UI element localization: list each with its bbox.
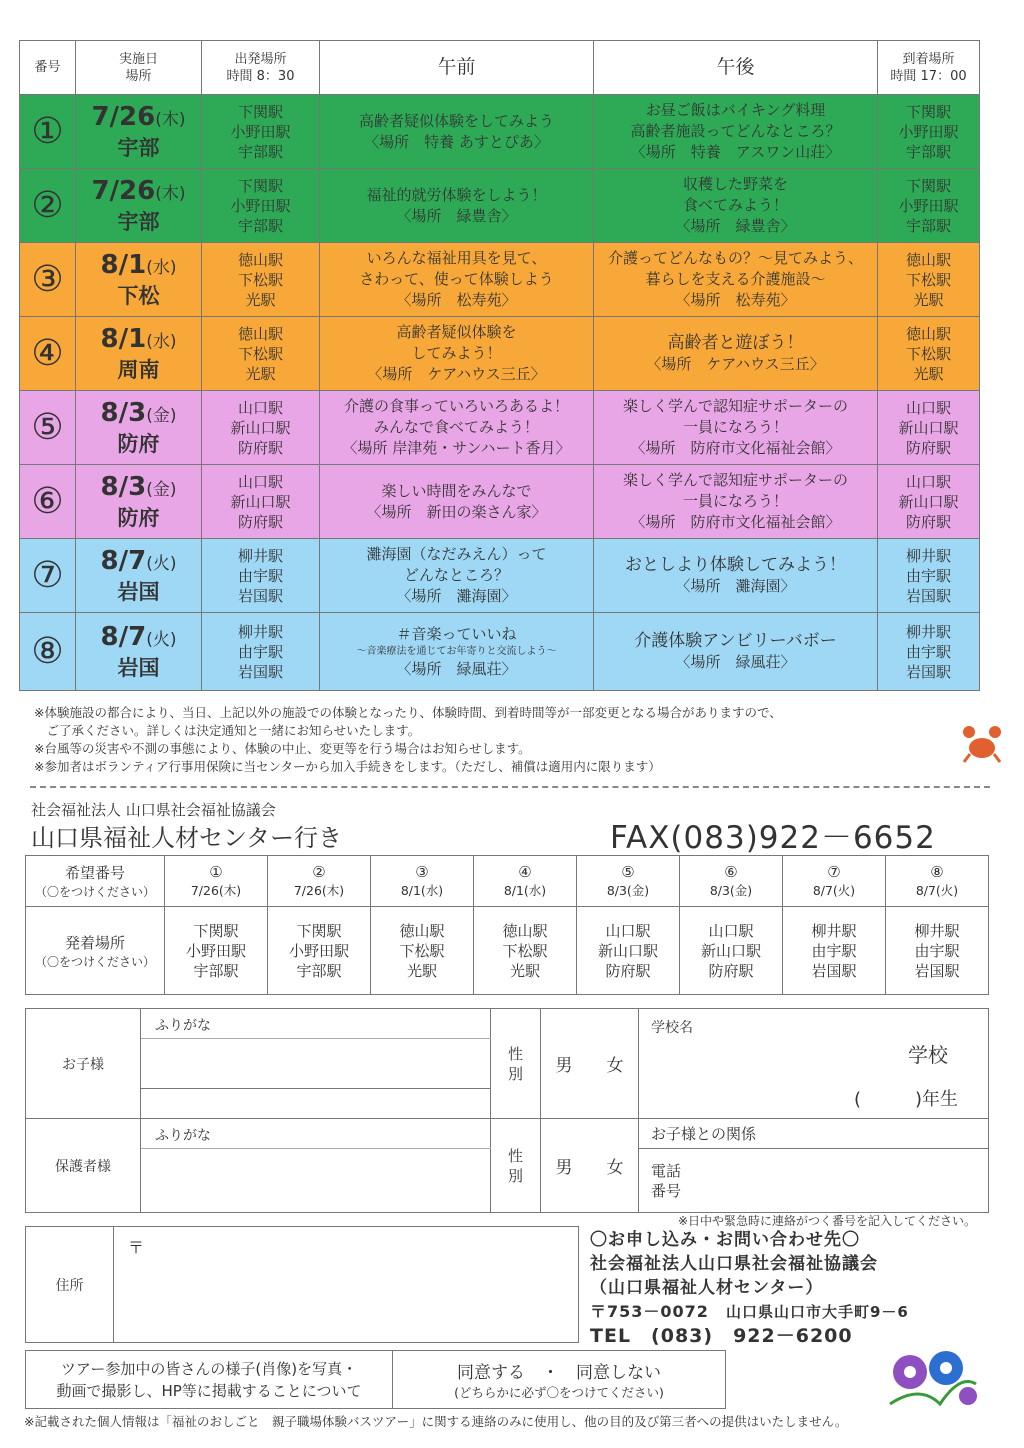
- row-pm-activity: 収穫した野菜を 食べてみよう！ 〈場所 緑豊舎〉: [594, 169, 878, 243]
- note-line: ※体験施設の都合により、当日、上記以外の施設での体験となったり、体験時間、到着時間等が一部変更となる場合がありますので、: [34, 705, 782, 720]
- row-number: ⑧: [20, 613, 76, 691]
- row-date-place: 8/1(水) 周南: [76, 317, 202, 391]
- note-line: ご了承ください。詳しくは決定通知と一緒にお知らせいたします。: [34, 723, 421, 738]
- grade-label: ( )年生: [853, 1089, 958, 1110]
- row-arrival: 下関駅 小野田駅 宇部駅: [878, 169, 980, 243]
- row-arrival: 山口駅 新山口駅 防府駅: [878, 465, 980, 539]
- schedule-row: [20, 613, 980, 691]
- guardian-furigana-label: ふりがな: [141, 1119, 491, 1149]
- row-am-activity: いろんな福祉用具を見て、 さわって、使って体験しよう 〈場所 松寿苑〉: [320, 243, 594, 317]
- row-number: ①: [20, 95, 76, 169]
- choice-option-number[interactable]: ② 7/26(木): [268, 856, 371, 907]
- guardian-gender-label: 性 別: [491, 1119, 541, 1213]
- schedule-row: [20, 95, 980, 169]
- fax-number: FAX(083)922－6652: [610, 820, 936, 856]
- child-name-field[interactable]: [141, 1039, 491, 1089]
- header-departure: 出発場所 時間 8：30: [202, 41, 320, 95]
- address-table: [25, 1226, 579, 1343]
- guardian-label: 保護者様: [26, 1119, 141, 1213]
- choice-option-stations[interactable]: 徳山駅 下松駅 光駅: [371, 907, 474, 995]
- row-departure: 山口駅 新山口駅 防府駅: [202, 465, 320, 539]
- phone-note: ※日中や緊急時に連絡がつく番号を記入してください。: [678, 1214, 977, 1228]
- schedule-row: [20, 465, 980, 539]
- row-number: ④: [20, 317, 76, 391]
- row-number: ⑤: [20, 391, 76, 465]
- address-field[interactable]: 〒: [114, 1227, 579, 1343]
- row-date-place: 8/1(水) 下松: [76, 243, 202, 317]
- contact-org: 社会福祉法人山口県社会福祉協議会: [590, 1254, 878, 1274]
- row-date-place: 8/3(金) 防府: [76, 391, 202, 465]
- row-arrival: 柳井駅 由宇駅 岩国駅: [878, 539, 980, 613]
- child-label: お子様: [26, 1009, 141, 1119]
- row-date-place: 8/7(火) 岩国: [76, 613, 202, 691]
- form-org: 社会福祉法人 山口県社会福祉協議会: [31, 801, 276, 819]
- row-number: ③: [20, 243, 76, 317]
- choice-number-label: 希望番号 （〇をつけください）: [26, 856, 165, 907]
- row-pm-activity: 介護ってどんなもの？～見てみよう、 暮らしを支える介護施設～ 〈場所 松寿苑〉: [594, 243, 878, 317]
- row-departure: 徳山駅 下松駅 光駅: [202, 243, 320, 317]
- header-date: 実施日 場所: [76, 41, 202, 95]
- row-date-place: 7/26(木) 宇部: [76, 169, 202, 243]
- notes: [34, 704, 994, 776]
- note-line: ※参加者はボランティア行事用保険に当センターから加入手続きをします。（ただし、補償は適用内に限ります）: [34, 759, 661, 774]
- choice-option-number[interactable]: ⑦ 8/7(火): [783, 856, 886, 907]
- child-furigana-label: ふりがな: [141, 1009, 491, 1039]
- row-am-activity: 介護の食事っていろいろあるよ！ みんなで食べてみよう！ 〈場所 岸津苑・サンハート香月〉: [320, 391, 594, 465]
- consent-table: [25, 1350, 726, 1409]
- choice-number-row: [26, 856, 989, 907]
- header-am: 午前: [320, 41, 594, 95]
- choice-table: [25, 855, 989, 995]
- contact-title: 〇お申し込み・お問い合わせ先〇: [590, 1230, 860, 1250]
- schedule-table: [19, 40, 980, 691]
- choice-option-stations[interactable]: 下関駅 小野田駅 宇部駅: [165, 907, 268, 995]
- row-departure: 柳井駅 由宇駅 岩国駅: [202, 539, 320, 613]
- row-arrival: 徳山駅 下松駅 光駅: [878, 317, 980, 391]
- row-am-activity: 高齢者疑似体験をしてみよう 〈場所 特養 あすとぴあ〉: [320, 95, 594, 169]
- row-pm-activity: 介護体験アンビリーバボー 〈場所 緑風荘〉: [594, 613, 878, 691]
- row-departure: 下関駅 小野田駅 宇部駅: [202, 169, 320, 243]
- school-name-label: 学校名: [651, 1020, 693, 1036]
- child-gender-label: 性 別: [491, 1009, 541, 1119]
- row-am-activity: 灘海園（なだみえん）って どんなところ？ 〈場所 灘海園〉: [320, 539, 594, 613]
- schedule-row: [20, 317, 980, 391]
- row-pm-activity: 高齢者と遊ぼう！ 〈場所 ケアハウス三丘〉: [594, 317, 878, 391]
- row-date-place: 8/7(火) 岩国: [76, 539, 202, 613]
- contact-address: 〒753－0072 山口県山口市大手町9－6: [590, 1302, 909, 1321]
- contact-center: （山口県福祉人材センター）: [590, 1278, 824, 1298]
- schedule-row: [20, 391, 980, 465]
- choice-option-stations[interactable]: 柳井駅 由宇駅 岩国駅: [783, 907, 886, 995]
- cut-line: [30, 786, 990, 788]
- choice-option-stations[interactable]: 山口駅 新山口駅 防府駅: [680, 907, 783, 995]
- privacy-note: ※記載された個人情報は「福祉のおしごと 親子職場体験バスツアー」に関する連絡のみに使用し、他の目的及び第三者への提供はいたしません。: [24, 1414, 848, 1429]
- contact-tel: TEL (083) 922－6200: [590, 1325, 853, 1347]
- choice-option-stations[interactable]: 徳山駅 下松駅 光駅: [474, 907, 577, 995]
- row-pm-activity: お昼ご飯はバイキング料理 高齢者施設ってどんなところ？ 〈場所 特養 アスワン山荘〉: [594, 95, 878, 169]
- consent-question: ツアー参加中の皆さんの様子(肖像)を写真・ 動画で撮影し、HP等に掲載することについて: [26, 1351, 393, 1409]
- schedule-row: [20, 169, 980, 243]
- row-pm-activity: 楽しく学んで認知症サポーターの 一員になろう！ 〈場所 防府市文化福祉会館〉: [594, 465, 878, 539]
- row-am-activity: 福祉的就労体験をしよう！ 〈場所 緑豊舎〉: [320, 169, 594, 243]
- row-arrival: 柳井駅 由宇駅 岩国駅: [878, 613, 980, 691]
- row-number: ⑥: [20, 465, 76, 539]
- choice-station-label: 発着場所 （〇をつけください）: [26, 907, 165, 995]
- header-num: 番号: [20, 41, 76, 95]
- row-am-activity: 楽しい時間をみんなで 〈場所 新田の楽さん家〉: [320, 465, 594, 539]
- schedule-row: [20, 539, 980, 613]
- schedule-row: [20, 243, 980, 317]
- consent-choice[interactable]: 同意する ・ 同意しない (どちらかに必ず〇をつけてください): [393, 1351, 726, 1409]
- choice-option-stations[interactable]: 下関駅 小野田駅 宇部駅: [268, 907, 371, 995]
- header-arrival: 到着場所 時間 17：00: [878, 41, 980, 95]
- note-line: ※台風等の災害や不測の事態により、体験の中止、変更等を行う場合はお知らせします。: [34, 741, 531, 756]
- applicant-table: [25, 1008, 989, 1213]
- school-cell[interactable]: [639, 1009, 989, 1119]
- guardian-name-field[interactable]: [141, 1149, 491, 1213]
- row-arrival: 山口駅 新山口駅 防府駅: [878, 391, 980, 465]
- row-am-activity: ＃音楽っていいね ～音楽療法を通じてお年寄りと交流しよう～ 〈場所 緑風荘〉: [320, 613, 594, 691]
- header-pm: 午後: [594, 41, 878, 95]
- choice-option-number[interactable]: ⑤ 8/3(金): [577, 856, 680, 907]
- choice-option-number[interactable]: ⑧ 8/7(火): [886, 856, 989, 907]
- row-arrival: 下関駅 小野田駅 宇部駅: [878, 95, 980, 169]
- relation-field[interactable]: お子様との関係: [639, 1119, 989, 1149]
- row-am-activity: 高齢者疑似体験を してみよう！ 〈場所 ケアハウス三丘〉: [320, 317, 594, 391]
- choice-option-number[interactable]: ③ 8/1(水): [371, 856, 474, 907]
- morning-glory-icon: [880, 1344, 980, 1412]
- row-arrival: 徳山駅 下松駅 光駅: [878, 243, 980, 317]
- row-pm-activity: おとしより体験してみよう！ 〈場所 灘海園〉: [594, 539, 878, 613]
- row-pm-activity: 楽しく学んで認知症サポーターの 一員になろう！ 〈場所 防府市文化福祉会館〉: [594, 391, 878, 465]
- schedule-header-row: [20, 41, 980, 95]
- child-gender-choice[interactable]: 男 女: [541, 1009, 639, 1119]
- phone-field[interactable]: 電話 番号: [639, 1149, 989, 1213]
- choice-option-stations[interactable]: 山口駅 新山口駅 防府駅: [577, 907, 680, 995]
- choice-option-number[interactable]: ① 7/26(木): [165, 856, 268, 907]
- school-suffix: 学校: [908, 1043, 948, 1067]
- row-departure: 柳井駅 由宇駅 岩国駅: [202, 613, 320, 691]
- row-departure: 山口駅 新山口駅 防府駅: [202, 391, 320, 465]
- row-date-place: 8/3(金) 防府: [76, 465, 202, 539]
- row-date-place: 7/26(木) 宇部: [76, 95, 202, 169]
- form-destination: 山口県福祉人材センター行き: [31, 824, 343, 852]
- row-number: ⑦: [20, 539, 76, 613]
- row-departure: 下関駅 小野田駅 宇部駅: [202, 95, 320, 169]
- choice-option-stations[interactable]: 柳井駅 由宇駅 岩国駅: [886, 907, 989, 995]
- row-departure: 徳山駅 下松駅 光駅: [202, 317, 320, 391]
- crab-icon: [962, 722, 1002, 766]
- child-name-field-extra[interactable]: [141, 1089, 491, 1119]
- choice-station-row: [26, 907, 989, 995]
- guardian-gender-choice[interactable]: 男 女: [541, 1119, 639, 1213]
- address-label: 住所: [26, 1227, 114, 1343]
- contact-block: [590, 1228, 1010, 1348]
- row-number: ②: [20, 169, 76, 243]
- choice-option-number[interactable]: ⑥ 8/3(金): [680, 856, 783, 907]
- choice-option-number[interactable]: ④ 8/1(水): [474, 856, 577, 907]
